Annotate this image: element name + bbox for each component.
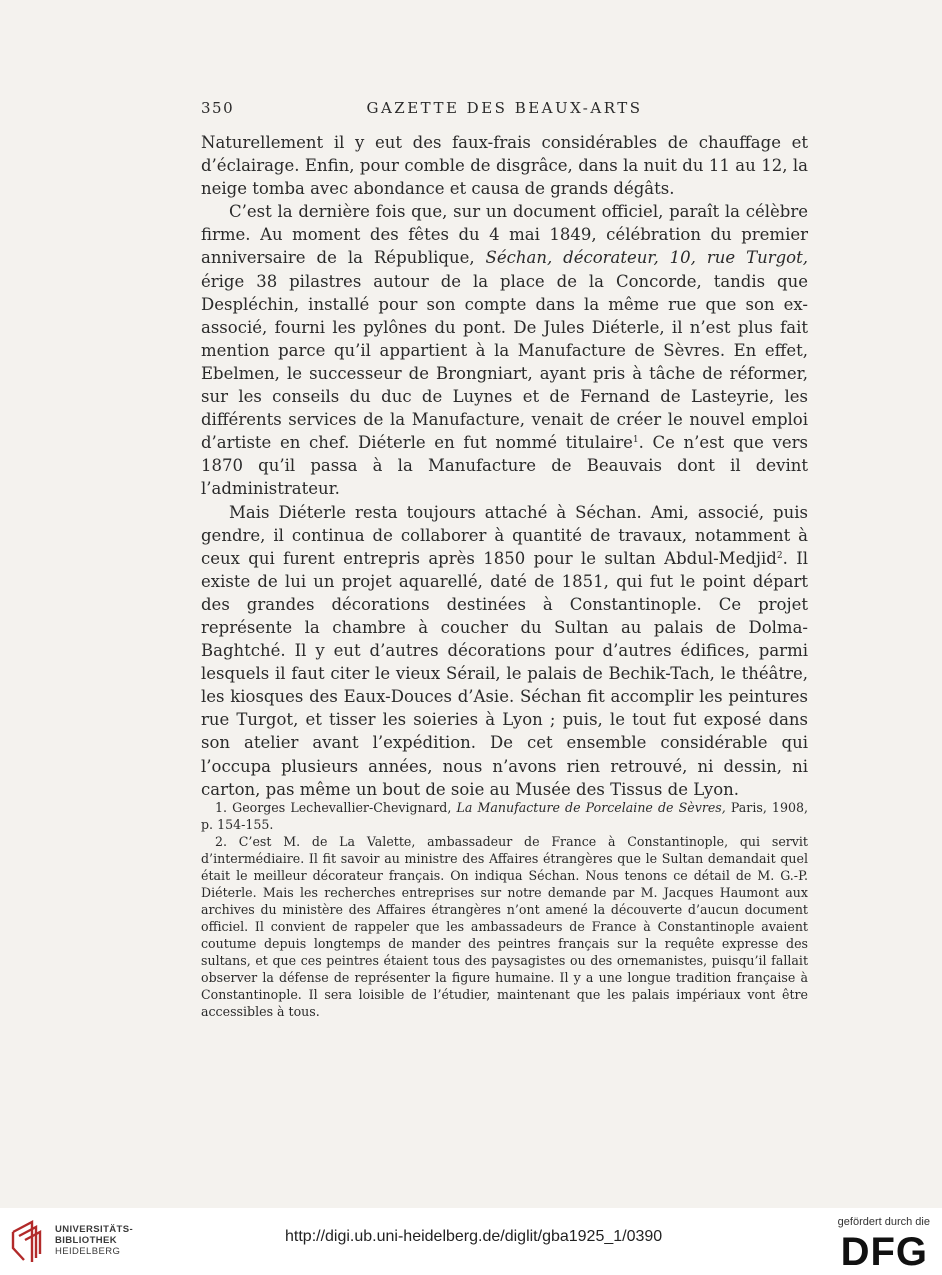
footnote-1 <box>201 799 808 833</box>
university-library-logo-icon <box>10 1218 48 1264</box>
library-line-2: BIBLIOTHEK <box>55 1235 118 1246</box>
footnote-1-text-a: 1. Georges Lechevallier-Chevignard, <box>215 800 452 815</box>
viewer-footer <box>0 1208 942 1275</box>
footnote-2: 2. C’est M. de La Valette, ambassadeur de France à Constantinople, qui servit d’intermédiaire. Il fit savoir au ministre des Affaires étrangères que le Sultan demandait quel était le meilleur décorateur français. On indiqua Séchan. Nous tenons ce détail de M. G.-P. Diéterle. Mais les recherches entreprises sur notre demande par M. Jacques Haumont aux archives du ministère des Affaires étrangères n’ont amené la découverte d’aucun document officiel. Il convient de rappeler que les ambassadeurs de France à Constantinople avaient coutume depuis longtemps de mander des peintres français sur la requête expresse des sultans, et que ces peintres étaient tous des paysagistes ou des ornemanistes, puisqu’il fallait observer la défense de représenter la figure humaine. Il y a une longue tradition française à Constantinople. Il sera loisible de l’étudier, maintenant que les palais impériaux vont être accessibles à tous. <box>201 834 808 1019</box>
paragraph-3-text-b: . Il existe de lui un projet aquarellé, daté de 1851, qui fut le point départ des grandes décorations destinées à Constantinople. Ce projet représente la chambre à coucher du Sultan au palais de Dolma-Baghtché. Il y eut d’autres décorations pour d’autres édifices, parmi lesquels il faut citer le vieux Sérail, le palais de Bechik-Tach, le théâtre, les kiosques des Eaux-Douces d’Asie. Séchan fit accomplir les peintures rue Turgot, et tisser les soieries à Lyon ; puis, le tout fut exposé dans son atelier avant l’expédition. De cet ensemble considérable qui l’occupa plusieurs années, nous n’avons rien retrouvé, ni dessin, ni carton, pas même un bout de soie au Musée des Tissus de Lyon. <box>201 548 808 799</box>
paragraph-2-text-c: . Ce n’est que vers 1870 qu’il passa à la Manufacture de Beauvais dont il devint l’administrateur. <box>201 433 809 499</box>
page-number: 350 <box>201 99 235 117</box>
library-line-3: HEIDELBERG <box>55 1246 121 1257</box>
paragraph-3-text-a: Mais Diéterle resta toujours attaché à Séchan. Ami, associé, puis gendre, il continua de collaborer à quantité de travaux, notamment à ceux qui furent entrepris après 1850 pour le sultan Abdul-Medjid <box>201 502 808 568</box>
paragraph-2-italic: Séchan, décorateur, 10, rue Turgot, <box>485 248 808 268</box>
paragraph-1: Naturellement il y eut des faux-frais considérables de chauffage et d’éclairage. Enfin, pour comble de disgrâce, dans la nuit du 11 au 12, la neige tomba avec abondance et causa de grands dégâts. <box>201 133 808 199</box>
funded-by-label: gefördert durch die <box>837 1216 930 1228</box>
running-title: GAZETTE DES BEAUX-ARTS <box>366 99 643 117</box>
paragraph-2 <box>201 200 808 500</box>
footnote-1-text-b: Paris, 1908, p. 154-155. <box>201 800 808 832</box>
paragraph-2-text-b: érige 38 pilastres autour de la place de la Concorde, tandis que Despléchin, installé pour son compte dans la même rue que son ex-associé, fourni les pylônes du pont. De Jules Diéterle, il n’est plus fait mention parce qu’il appartient à la Manufacture de Sèvres. En effet, Ebelmen, le successeur de Brongniart, ayant pris à tâche de réformer, sur les conseils du duc de Luynes et de Fernand de Lasteyrie, les différents services de la Manufacture, venait de créer le nouvel emploi d’artiste en chef. Diéterle en fut nommé titulaire <box>201 271 808 453</box>
library-line-1: UNIVERSITÄTS- <box>55 1224 134 1235</box>
footnotes <box>201 799 808 1020</box>
main-text <box>201 131 808 801</box>
university-library-name <box>55 1224 133 1257</box>
footnote-ref-2[interactable]: 2 <box>776 550 783 561</box>
footnote-ref-1[interactable]: 1 <box>632 435 639 446</box>
footnote-1-italic: La Manufacture de Porcelaine de Sèvres, <box>456 800 726 815</box>
dfg-logo: DFG <box>840 1230 928 1274</box>
permalink-url[interactable]: http://digi.ub.uni-heidelberg.de/diglit/gba1925_1/0390 <box>285 1228 663 1245</box>
paragraph-2-text-a: C’est la dernière fois que, sur un document officiel, paraît la célèbre firme. Au moment des fêtes du 4 mai 1849, célébration du premier anniversaire de la République, <box>201 202 808 268</box>
running-header <box>201 99 808 123</box>
paragraph-3 <box>201 501 808 801</box>
